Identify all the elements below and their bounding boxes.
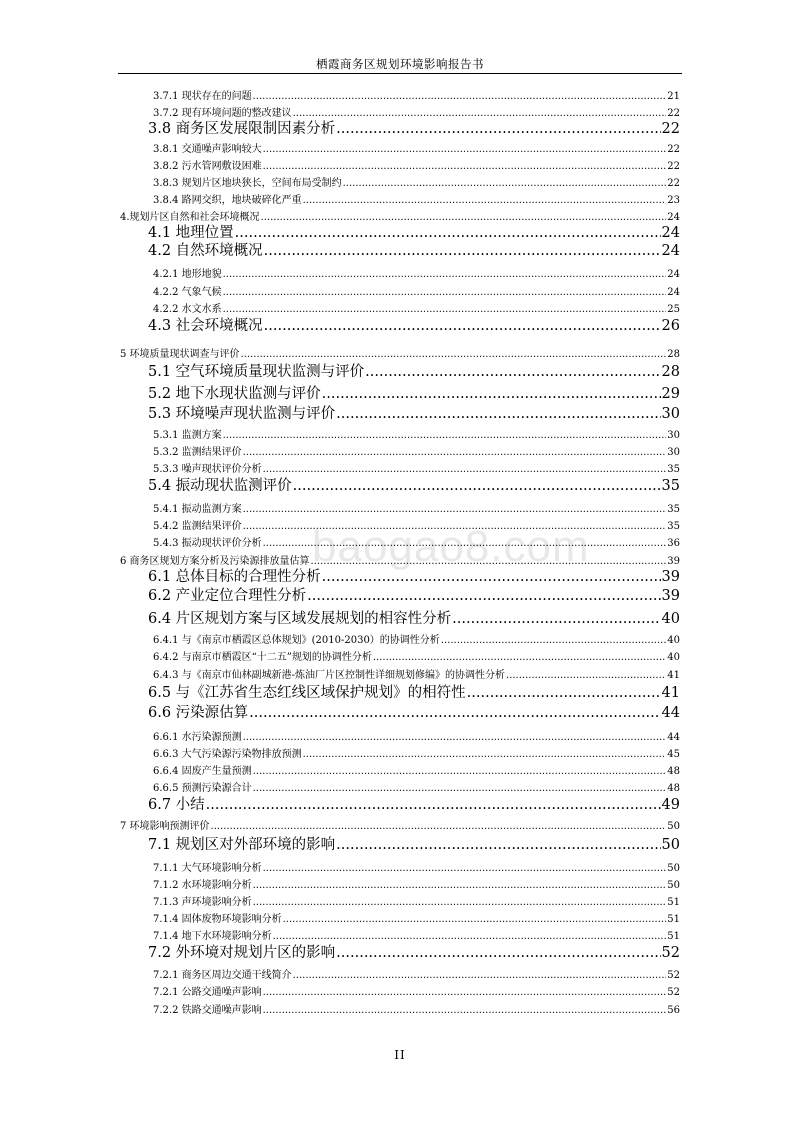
- toc-dot-leader: [303, 746, 667, 763]
- toc-entry-page: 50: [667, 821, 680, 832]
- toc-entry-page: 39: [667, 556, 680, 567]
- toc-dot-leader: [263, 535, 667, 552]
- toc-dot-leader: [506, 667, 666, 684]
- toc-dot-leader: [235, 223, 661, 243]
- toc-dot-leader: [343, 175, 667, 192]
- toc-entry-title: 7.2.1 公路交通噪声影响: [153, 987, 262, 998]
- toc-entry-title: 5.4.2 监测结果评价: [153, 521, 242, 532]
- toc-entry[interactable]: [148, 119, 680, 139]
- toc-entry-title: 3.8.2 污水管网敷设困难: [153, 161, 262, 172]
- toc-entry[interactable]: [153, 427, 680, 444]
- toc-entry-title: 7.1.4 固体废物环境影响分析: [153, 914, 282, 925]
- toc-entry[interactable]: [153, 284, 680, 301]
- toc-entry-page: 25: [667, 304, 680, 315]
- toc-entry-title: 6.6 污染源估算: [148, 705, 249, 721]
- toc-entry[interactable]: [120, 346, 680, 363]
- toc-entry-page: 23: [667, 195, 680, 206]
- toc-entry[interactable]: [148, 404, 680, 424]
- toc-entry-title: 6.6.5 预测污染源合计: [153, 783, 252, 794]
- toc-entry-title: 6.5 与《江苏省生态红线区域保护规划》的相符性: [148, 685, 466, 701]
- toc-entry[interactable]: [153, 141, 680, 158]
- toc-entry-title: 3.8.4 路网交织，地块破碎化严重: [153, 195, 302, 206]
- toc-entry[interactable]: [153, 158, 680, 175]
- toc-dot-leader: [373, 649, 666, 666]
- toc-entry[interactable]: [153, 763, 680, 780]
- toc-entry[interactable]: [153, 266, 680, 283]
- toc-entry[interactable]: [153, 667, 680, 684]
- toc-entry-page: 28: [667, 349, 680, 360]
- toc-entry[interactable]: [148, 943, 680, 963]
- toc-entry[interactable]: [148, 241, 680, 261]
- toc-entry-page: 39: [661, 569, 680, 585]
- toc-dot-leader: [263, 158, 667, 175]
- toc-dot-leader: [253, 763, 667, 780]
- toc-entry-title: 5.4.1 振动监测方案: [153, 504, 242, 515]
- toc-entry-title: 7.1.4 地下水环境影响分析: [153, 931, 272, 942]
- toc-dot-leader: [223, 427, 667, 444]
- toc-entry[interactable]: [153, 860, 680, 877]
- toc-dot-leader: [336, 119, 660, 139]
- toc-dot-leader: [253, 88, 667, 105]
- toc-entry[interactable]: [148, 316, 680, 336]
- toc-entry-title: 7.1.3 声环境影响分析: [153, 897, 252, 908]
- toc-dot-leader: [243, 518, 667, 535]
- toc-entry-title: 5.3.3 噪声现状评价分析: [153, 464, 262, 475]
- toc-dot-leader: [263, 984, 667, 1001]
- toc-entry[interactable]: [148, 362, 680, 382]
- toc-dot-leader: [441, 632, 666, 649]
- toc-entry-page: 48: [667, 783, 680, 794]
- toc-entry[interactable]: [148, 567, 680, 587]
- toc-entry-page: 56: [667, 1005, 680, 1016]
- toc-entry-title: 5.3.2 监测结果评价: [153, 447, 242, 458]
- toc-entry-title: 6.4.3 与《南京市仙林副城新港-炼油厂片区控制性详细规划修编》的协调性分析: [153, 670, 506, 681]
- toc-dot-leader: [467, 683, 661, 703]
- toc-entry-page: 35: [667, 521, 680, 532]
- toc-entry-page: 44: [667, 732, 680, 743]
- toc-entry-title: 7.2 外环境对规划片区的影响: [148, 945, 336, 961]
- toc-entry[interactable]: [153, 729, 680, 746]
- toc-entry-title: 6.6.4 固废产生量预测: [153, 766, 252, 777]
- toc-entry-page: 24: [667, 269, 680, 280]
- toc-entry-title: 7.2.2 铁路交通噪声影响: [153, 1005, 262, 1016]
- toc-entry[interactable]: [148, 586, 680, 606]
- toc-entry[interactable]: [153, 911, 680, 928]
- toc-dot-leader: [322, 567, 661, 587]
- toc-entry-title: 6 商务区规划方案分析及污染源排放量估算: [120, 556, 310, 567]
- toc-entry-title: 5.3 环境噪声现状监测与评价: [148, 406, 336, 422]
- toc-entry-title: 7 环境影响预测评价: [120, 821, 210, 832]
- toc-entry[interactable]: [148, 835, 680, 855]
- toc-entry[interactable]: [148, 683, 680, 703]
- toc-entry-page: 26: [661, 318, 680, 334]
- toc-entry-page: 22: [661, 121, 680, 137]
- toc-entry-page: 40: [661, 611, 680, 627]
- toc-entry[interactable]: [153, 877, 680, 894]
- toc-entry[interactable]: [153, 1002, 680, 1019]
- toc-dot-leader: [283, 911, 667, 928]
- toc-entry-title: 5.4.3 振动现状评价分析: [153, 538, 262, 549]
- toc-entry-title: 6.6.3 大气污染源污染物排放预测: [153, 749, 302, 760]
- toc-entry-title: 3.8 商务区发展限制因素分析: [148, 121, 336, 137]
- toc-entry-title: 4.1 地理位置: [148, 225, 234, 241]
- toc-entry[interactable]: [153, 444, 680, 461]
- toc-entry[interactable]: [120, 818, 680, 835]
- toc-entry[interactable]: [153, 175, 680, 192]
- toc-dot-leader: [211, 818, 667, 835]
- toc-entry-title: 3.7.2 现有环境问题的整改建议: [153, 108, 292, 119]
- toc-entry-title: 4.规划片区自然和社会环境概况: [120, 212, 260, 223]
- toc-entry-page: 45: [667, 749, 680, 760]
- toc-entry-page: 41: [661, 685, 680, 701]
- toc-dot-leader: [293, 967, 667, 984]
- toc-entry-page: 21: [667, 91, 680, 102]
- toc-entry[interactable]: [153, 894, 680, 911]
- toc-entry-title: 6.2 产业定位合理性分析: [148, 588, 307, 604]
- toc-entry-page: 49: [661, 797, 680, 813]
- toc-dot-leader: [336, 835, 660, 855]
- toc-dot-leader: [452, 609, 660, 629]
- toc-entry[interactable]: [148, 609, 680, 629]
- toc-entry-page: 30: [661, 406, 680, 422]
- toc-entry-title: 3.8.3 规划片区地块狭长，空间布局受制约: [153, 178, 342, 189]
- toc-entry[interactable]: [148, 223, 680, 243]
- toc-entry-page: 29: [661, 386, 680, 402]
- toc-dot-leader: [243, 729, 667, 746]
- toc-entry-page: 52: [661, 945, 680, 961]
- toc-entry[interactable]: [148, 384, 680, 404]
- toc-entry[interactable]: [153, 518, 680, 535]
- toc-entry[interactable]: [153, 632, 680, 649]
- toc-entry[interactable]: [153, 88, 680, 105]
- toc-entry-title: 7.1.2 水环境影响分析: [153, 880, 252, 891]
- toc-dot-leader: [293, 476, 661, 496]
- toc-entry-title: 5 环境质量现状调查与评价: [120, 349, 240, 360]
- toc-entry-page: 30: [667, 430, 680, 441]
- toc-dot-leader: [206, 795, 661, 815]
- toc-entry-title: 7.1 规划区对外部环境的影响: [148, 837, 336, 853]
- toc-dot-leader: [249, 703, 660, 723]
- toc-entry[interactable]: [153, 192, 680, 209]
- toc-entry-page: 50: [667, 880, 680, 891]
- toc-entry-title: 7.1.1 大气环境影响分析: [153, 863, 262, 874]
- toc-entry-page: 22: [667, 161, 680, 172]
- toc-entry-title: 6.6.1 水污染源预测: [153, 732, 242, 743]
- watermark: baogao8.com: [312, 522, 590, 571]
- toc-entry-page: 41: [667, 670, 680, 681]
- toc-entry-title: 3.8.1 交通噪声影响较大: [153, 144, 262, 155]
- toc-entry-title: 4.2 自然环境概况: [148, 243, 263, 259]
- toc-dot-leader: [243, 444, 667, 461]
- toc-entry[interactable]: [148, 795, 680, 815]
- toc-dot-leader: [263, 141, 667, 158]
- toc-entry[interactable]: [153, 535, 680, 552]
- toc-entry-title: 5.4 振动现状监测评价: [148, 478, 292, 494]
- toc-dot-leader: [253, 877, 667, 894]
- toc-dot-leader: [263, 860, 667, 877]
- toc-dot-leader: [264, 316, 661, 336]
- toc-entry-page: 39: [661, 588, 680, 604]
- toc-dot-leader: [336, 404, 660, 424]
- toc-dot-leader: [223, 266, 667, 283]
- toc-entry-page: 35: [667, 464, 680, 475]
- toc-entry[interactable]: [148, 476, 680, 496]
- toc-entry-title: 6.4.2 与南京市栖霞区“十二五”规划的协调性分析: [153, 652, 372, 663]
- toc-dot-leader: [253, 894, 667, 911]
- toc-entry-page: 35: [661, 478, 680, 494]
- toc-entry-page: 40: [667, 635, 680, 646]
- toc-entry-page: 24: [661, 225, 680, 241]
- toc-entry-title: 6.1 总体目标的合理性分析: [148, 569, 321, 585]
- toc-entry-title: 4.2.1 地形地貌: [153, 269, 222, 280]
- toc-entry[interactable]: [153, 746, 680, 763]
- toc-entry-page: 51: [667, 931, 680, 942]
- toc-entry-page: 24: [667, 287, 680, 298]
- toc-entry-title: 5.1 空气环境质量现状监测与评价: [148, 364, 365, 380]
- toc-entry-page: 30: [667, 447, 680, 458]
- toc-entry-page: 28: [661, 364, 680, 380]
- toc-dot-leader: [241, 346, 667, 363]
- toc-dot-leader: [303, 192, 667, 209]
- toc-entry-title: 4.3 社会环境概况: [148, 318, 263, 334]
- toc-entry-page: 22: [667, 178, 680, 189]
- toc-entry-page: 22: [667, 144, 680, 155]
- toc-entry-page: 24: [661, 243, 680, 259]
- running-header: 栖霞商务区规划环境影响报告书: [316, 57, 484, 71]
- toc-entry-title: 6.7 小结: [148, 797, 205, 813]
- toc-entry-title: 4.2.2 水文水系: [153, 304, 222, 315]
- toc-entry-page: 52: [667, 970, 680, 981]
- toc-entry-title: 5.2 地下水现状监测与评价: [148, 386, 321, 402]
- toc-dot-leader: [365, 362, 660, 382]
- toc-dot-leader: [223, 284, 667, 301]
- toc-entry-page: 36: [667, 538, 680, 549]
- toc-dot-leader: [336, 943, 660, 963]
- toc-entry[interactable]: [153, 984, 680, 1001]
- toc-entry[interactable]: [148, 703, 680, 723]
- toc-entry-title: 3.7.1 现状存在的问题: [153, 91, 252, 102]
- toc-entry-page: 40: [667, 652, 680, 663]
- toc-entry-page: 48: [667, 766, 680, 777]
- toc-entry-title: 4.2.2 气象气候: [153, 287, 222, 298]
- toc-entry-page: 44: [661, 705, 680, 721]
- toc-entry-title: 7.2.1 商务区周边交通干线简介: [153, 970, 292, 981]
- toc-entry-page: 24: [667, 212, 680, 223]
- toc-entry-page: 51: [667, 897, 680, 908]
- toc-entry[interactable]: [153, 649, 680, 666]
- toc-entry-page: 22: [667, 108, 680, 119]
- toc-entry-title: 5.3.1 监测方案: [153, 430, 222, 441]
- toc-entry-page: 35: [667, 504, 680, 515]
- toc-entry-page: 50: [667, 863, 680, 874]
- toc-entry-title: 6.4 片区规划方案与区域发展规划的相容性分析: [148, 611, 452, 627]
- toc-entry-page: 51: [667, 914, 680, 925]
- toc-entry[interactable]: [153, 501, 680, 518]
- toc-entry-page: 52: [667, 987, 680, 998]
- toc-entry-page: 50: [661, 837, 680, 853]
- page-number: II: [394, 1048, 406, 1062]
- toc-dot-leader: [307, 586, 660, 606]
- toc-entry-title: 6.4.1 与《南京市栖霞区总体规划》(2010-2030）的协调性分析: [153, 635, 440, 646]
- toc-entry[interactable]: [153, 967, 680, 984]
- toc-dot-leader: [322, 384, 661, 404]
- toc-dot-leader: [263, 1002, 667, 1019]
- toc-dot-leader: [264, 241, 661, 261]
- toc-dot-leader: [243, 501, 667, 518]
